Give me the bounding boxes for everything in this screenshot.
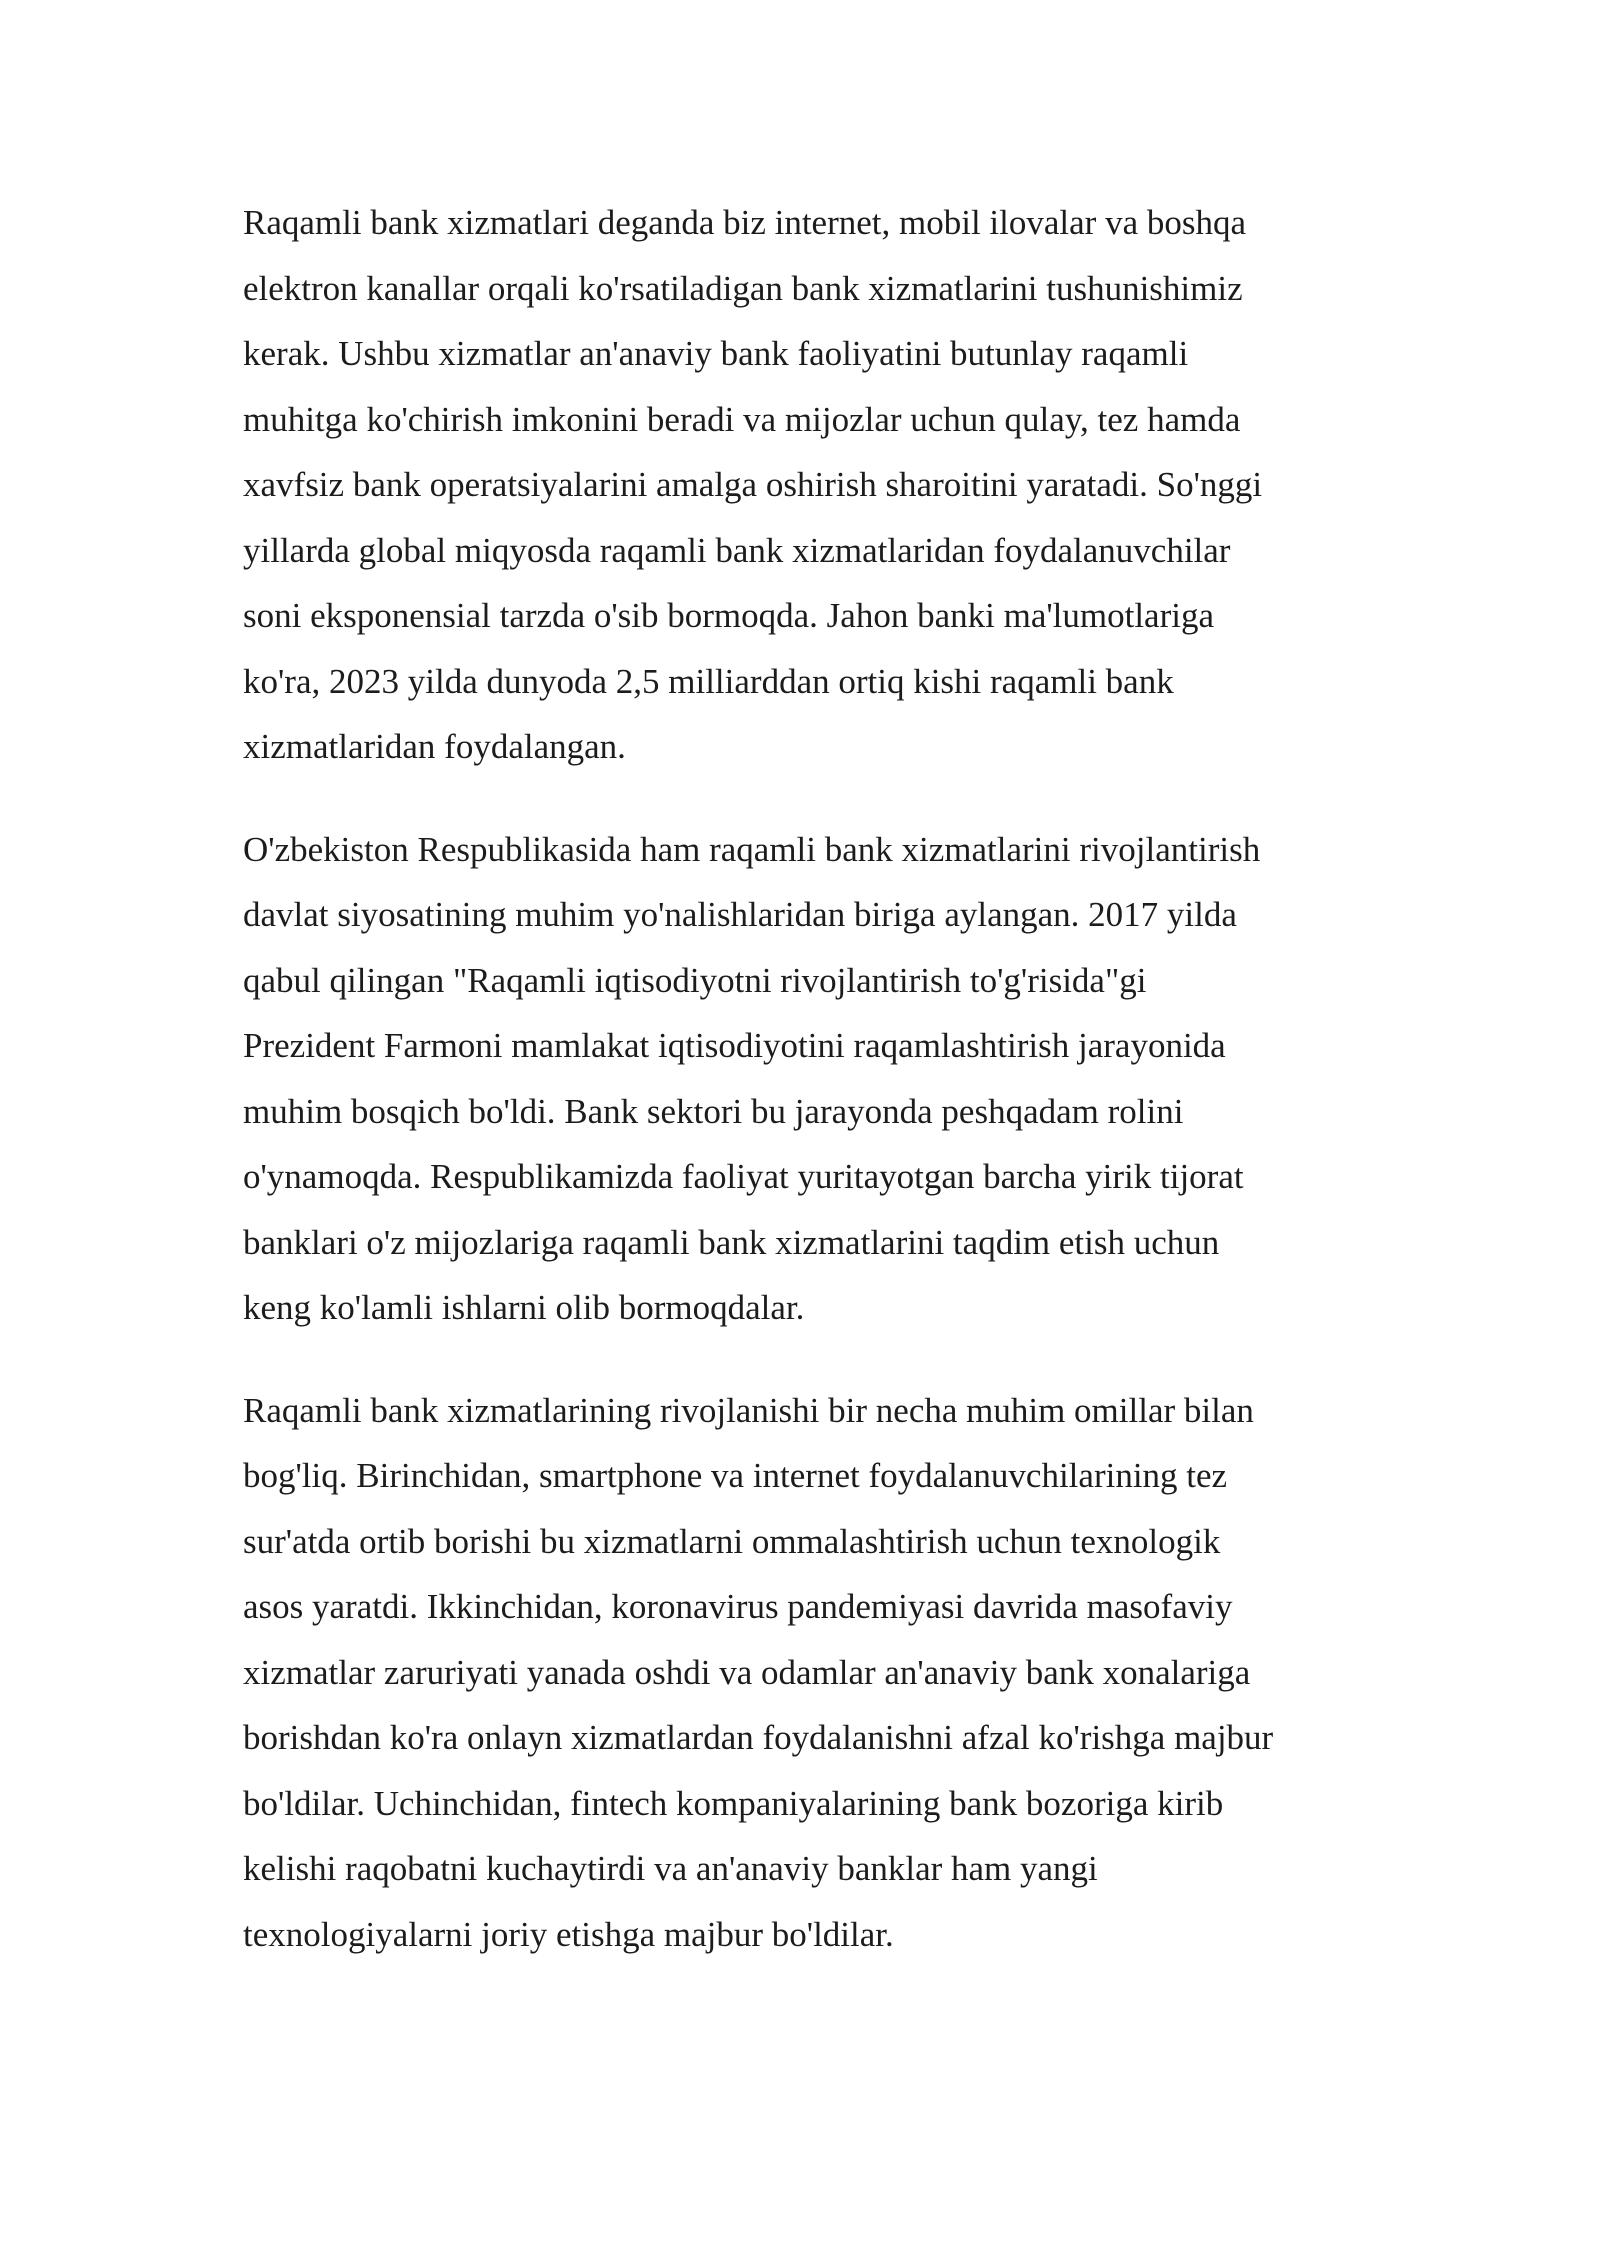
paragraph-line: davlat siyosatining muhim yo'nalishlaridan biriga aylangan. 2017 yilda bbox=[243, 895, 1237, 934]
paragraph-line: xizmatlar zaruriyati yanada oshdi va odamlar an'anaviy bank xonalariga bbox=[243, 1652, 1251, 1692]
paragraph-line: xizmatlaridan foydalangan. bbox=[243, 727, 626, 766]
paragraph-line: banklari o'z mijozlariga raqamli bank xizmatlarini taqdim etish uchun bbox=[243, 1222, 1220, 1262]
paragraph-line: ko'ra, 2023 yilda dunyoda 2,5 milliarddan ortiq kishi raqamli bank bbox=[243, 661, 1174, 701]
paragraph-line: Prezident Farmoni mamlakat iqtisodiyotini raqamlashtirish jarayonida bbox=[243, 1026, 1226, 1065]
paragraph-line: muhim bosqich bo'ldi. Bank sektori bu jarayonda peshqadam rolini bbox=[243, 1091, 1184, 1131]
paragraph-line: kelishi raqobatni kuchaytirdi va an'anaviy banklar ham yangi bbox=[243, 1849, 1098, 1888]
paragraph-line: qabul qilingan "Raqamli iqtisodiyotni rivojlantirish to'g'risida"gi bbox=[243, 960, 1147, 1000]
paragraph-line: bog'liq. Birinchidan, smartphone va internet foydalanuvchilarining tez bbox=[243, 1456, 1228, 1495]
paragraph-line: sur'atda ortib borishi bu xizmatlarni ommalashtirish uchun texnologik bbox=[243, 1521, 1221, 1561]
paragraph-line: elektron kanallar orqali ko'rsatiladigan bank xizmatlarini tushunishimiz bbox=[243, 268, 1243, 308]
paragraph-line: yillarda global miqyosda raqamli bank xizmatlaridan foydalanuvchilar bbox=[243, 530, 1231, 570]
paragraph-line: xavfsiz bank operatsiyalarini amalga oshirish sharoitini yaratadi. So'nggi bbox=[243, 465, 1263, 504]
paragraph-line: texnologiyalarni joriy etishga majbur bo'ldilar. bbox=[243, 1914, 894, 1954]
paragraph-1 bbox=[243, 190, 1363, 780]
paragraph-line: kerak. Ushbu xizmatlar an'anaviy bank faoliyatini butunlay raqamli bbox=[243, 334, 1189, 373]
paragraph-2 bbox=[243, 817, 1363, 1341]
paragraph-line: asos yaratdi. Ikkinchidan, koronavirus pandemiyasi davrida masofaviy bbox=[243, 1587, 1233, 1626]
paragraph-line: muhitga ko'chirish imkonini beradi va mijozlar uchun qulay, tez hamda bbox=[243, 399, 1241, 439]
paragraph-line: bo'ldilar. Uchinchidan, fintech kompaniyalarining bank bozoriga kirib bbox=[243, 1783, 1224, 1823]
paragraph-line: keng ko'lamli ishlarni olib bormoqdalar. bbox=[243, 1288, 805, 1327]
paragraph-line: borishdan ko'ra onlayn xizmatlardan foydalanishni afzal ko'rishga majbur bbox=[243, 1718, 1274, 1757]
paragraph-line: O'zbekiston Respublikasida ham raqamli bank xizmatlarini rivojlantirish bbox=[243, 829, 1261, 869]
paragraph-line: Raqamli bank xizmatlarining rivojlanishi bir necha muhim omillar bilan bbox=[243, 1390, 1254, 1430]
paragraph-line: Raqamli bank xizmatlari deganda biz internet, mobil ilovalar va boshqa bbox=[243, 203, 1247, 242]
paragraph-line: soni eksponensial tarzda o'sib bormoqda. Jahon banki ma'lumotlariga bbox=[243, 596, 1215, 635]
paragraph-line: o'ynamoqda. Respublikamizda faoliyat yuritayotgan barcha yirik tijorat bbox=[243, 1157, 1244, 1196]
document-body bbox=[243, 190, 1363, 1967]
paragraph-3 bbox=[243, 1378, 1363, 1968]
